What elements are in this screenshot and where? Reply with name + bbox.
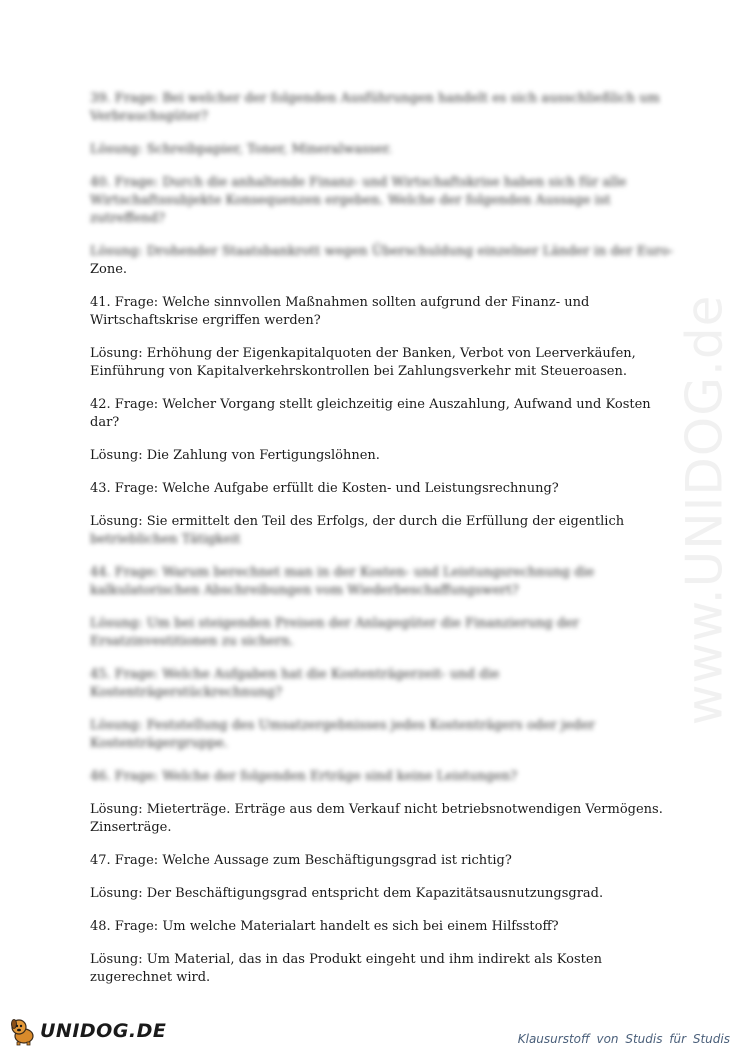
blurred-text: 45. Frage: Welche Aufgaben hat die Kostenträgerzeit- und die Kostenträgerstückrechnung? xyxy=(90,667,500,700)
question-48 xyxy=(90,918,675,936)
question-45 xyxy=(90,666,675,702)
answer-45 xyxy=(90,717,675,753)
unidog-logo[interactable] xyxy=(8,1016,166,1046)
question-text: 43. Frage: Welche Aufgabe erfüllt die Kosten- und Leistungsrechnung? xyxy=(90,481,559,496)
blurred-text: Lösung: Um bei steigenden Preisen der Anlagegüter die Finanzierung der Ersatzinvestitionen zu sichern. xyxy=(90,616,580,649)
answer-44 xyxy=(90,615,675,651)
blurred-text: Lösung: Drohender Staatsbankrott wegen Überschuldung einzelner Länder in der Euro- xyxy=(90,244,674,259)
answer-48 xyxy=(90,951,675,987)
question-46 xyxy=(90,768,675,786)
blurred-text: 40. Frage: Durch die anhaltende Finanz- und Wirtschaftskrise haben sich für alle Wirtschaftssubjekte Konsequenzen ergeben. Welche der folgenden Aussage ist zutreffend? xyxy=(90,175,627,226)
blurred-text: Lösung: Schreibpapier, Toner, Mineralwasser. xyxy=(90,142,393,157)
watermark xyxy=(674,270,734,750)
answer-text: Lösung: Der Beschäftigungsgrad entspricht dem Kapazitätsausnutzungsgrad. xyxy=(90,886,604,901)
blurred-text: 46. Frage: Welche der folgenden Erträge sind keine Leistungen? xyxy=(90,769,518,784)
blurred-text: betrieblichen Tätigkeit xyxy=(90,532,241,547)
answer-text: Lösung: Erhöhung der Eigenkapitalquoten der Banken, Verbot von Leerverkäufen, Einführung von Kapitalverkehrskontrollen bei Zahlungsverkehr mit Steueroasen. xyxy=(90,346,636,379)
question-47 xyxy=(90,852,675,870)
document-body xyxy=(90,90,675,1002)
question-39 xyxy=(90,90,675,126)
blurred-text: 39. Frage: Bei welcher der folgenden Ausführungen handelt es sich ausschließlich um Verbrauchsgüter? xyxy=(90,91,660,124)
answer-47 xyxy=(90,885,675,903)
question-43 xyxy=(90,480,675,498)
blurred-text: 44. Frage: Warum berechnet man in der Kosten- und Leistungsrechnung die kalkulatorischen Abschreibungen vom Wiederbeschaffungswert? xyxy=(90,565,595,598)
answer-42 xyxy=(90,447,675,465)
answer-text: Lösung: Um Material, das in das Produkt eingeht und ihm indirekt als Kosten zugerechnet wird. xyxy=(90,952,602,985)
answer-text: Lösung: Die Zahlung von Fertigungslöhnen. xyxy=(90,448,380,463)
answer-41 xyxy=(90,345,675,381)
question-text: 42. Frage: Welcher Vorgang stellt gleichzeitig eine Auszahlung, Aufwand und Kosten dar? xyxy=(90,397,651,430)
blurred-text: Lösung: Feststellung des Umsatzergebnisses jedes Kostenträgers oder jeder Kostenträgergruppe. xyxy=(90,718,595,751)
question-41 xyxy=(90,294,675,330)
page-footer xyxy=(0,1012,750,1060)
answer-text: Zone. xyxy=(90,262,128,277)
question-text: 48. Frage: Um welche Materialart handelt es sich bei einem Hilfsstoff? xyxy=(90,919,559,934)
watermark-text: www.UNIDOG.de xyxy=(675,294,734,726)
footer-tagline: Klausurstoff von Studis für Studis xyxy=(517,1032,730,1046)
logo-text: UNIDOG.DE xyxy=(40,1020,167,1042)
answer-text: Lösung: Sie ermittelt den Teil des Erfolgs, der durch die Erfüllung der eigentlich xyxy=(90,514,625,529)
answer-46 xyxy=(90,801,675,837)
answer-text: Lösung: Mieterträge. Erträge aus dem Verkauf nicht betriebsnotwendigen Vermögens. Zinserträge. xyxy=(90,802,663,835)
answer-43 xyxy=(90,513,675,549)
question-text: 47. Frage: Welche Aussage zum Beschäftigungsgrad ist richtig? xyxy=(90,853,512,868)
answer-39 xyxy=(90,141,675,159)
question-40 xyxy=(90,174,675,228)
dog-mascot-icon xyxy=(8,1016,38,1046)
question-44 xyxy=(90,564,675,600)
question-42 xyxy=(90,396,675,432)
answer-40 xyxy=(90,243,675,279)
question-text: 41. Frage: Welche sinnvollen Maßnahmen sollten aufgrund der Finanz- und Wirtschaftskrise ergriffen werden? xyxy=(90,295,590,328)
